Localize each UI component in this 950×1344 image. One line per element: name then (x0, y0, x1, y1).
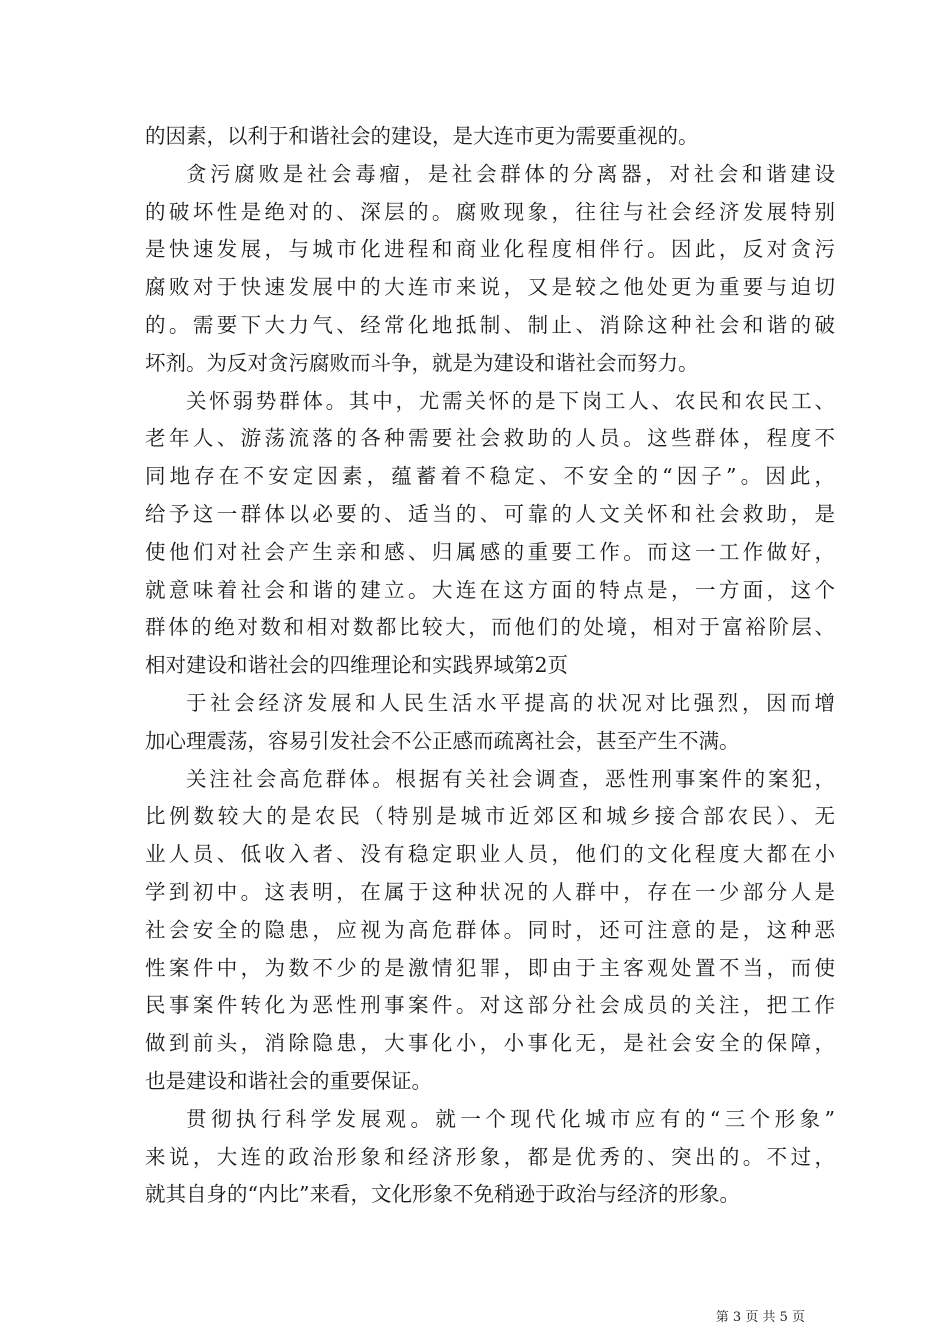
text-line: 的破坏性是绝对的、深层的。腐败现象，往往与社会经济发展特别 (145, 199, 835, 224)
paragraph-first-line: 于社会经济发展和人民生活水平提高的状况对比强烈，因而增 (186, 690, 835, 715)
paragraph-first-line: 贯彻执行科学发展观。就一个现代化城市应有的“三个形象” (186, 1106, 835, 1131)
text-line: 给予这一群体以必要的、适当的、可靠的人文关怀和社会救助，是 (145, 501, 835, 526)
text-line: 也是建设和谐社会的重要保证。 (145, 1068, 432, 1093)
text-line: 的。需要下大力气、经常化地抵制、制止、消除这种社会和谐的破 (145, 312, 835, 337)
text-line: 老年人、游荡流落的各种需要社会救助的人员。这些群体，程度不 (145, 426, 835, 451)
paragraph-first-line: 关注社会高危群体。根据有关社会调查，恶性刑事案件的案犯， (186, 766, 835, 791)
text-line: 同地存在不安定因素，蕴蓄着不稳定、不安全的“因子”。因此， (145, 464, 835, 489)
text-line: 就其自身的“内比”来看，文化形象不免稍逊于政治与经济的形象。 (145, 1182, 740, 1207)
text-line: 坏剂。为反对贪污腐败而斗争，就是为建设和谐社会而努力。 (145, 350, 699, 375)
text-line: 性案件中，为数不少的是激情犯罪，即由于主客观处置不当，而使 (145, 955, 835, 980)
text-line: 学到初中。这表明，在属于这种状况的人群中，存在一少部分人是 (145, 879, 835, 904)
text-line: 来说，大连的政治形象和经济形象，都是优秀的、突出的。不过， (145, 1144, 835, 1169)
text-line: 就意味着社会和谐的建立。大连在这方面的特点是，一方面，这个 (145, 577, 835, 602)
text-line: 做到前头，消除隐患，大事化小，小事化无，是社会安全的保障， (145, 1031, 835, 1056)
text-line: 使他们对社会产生亲和感、归属感的重要工作。而这一工作做好， (145, 539, 835, 564)
text-line: 群体的绝对数和相对数都比较大，而他们的处境，相对于富裕阶层、 (145, 615, 835, 640)
text-line: 是快速发展，与城市化进程和商业化程度相伴行。因此，反对贪污 (145, 237, 835, 262)
text-line: 加心理震荡，容易引发社会不公正感而疏离社会，甚至产生不满。 (145, 728, 740, 753)
page-number-footer: 第 3 页 共 5 页 (715, 1310, 805, 1325)
text-line: 社会安全的隐患，应视为高危群体。同时，还可注意的是，这种恶 (145, 917, 835, 942)
text-line: 业人员、低收入者、没有稳定职业人员，他们的文化程度大都在小 (145, 842, 835, 867)
text-line: 的因素，以利于和谐社会的建设，是大连市更为需要重视的。 (145, 124, 699, 148)
paragraph-first-line: 贪污腐败是社会毒瘤，是社会群体的分离器，对社会和谐建设 (186, 161, 835, 186)
body-text (145, 118, 835, 1214)
text-line: 民事案件转化为恶性刑事案件。对这部分社会成员的关注，把工作 (145, 993, 835, 1018)
paragraph-first-line: 关怀弱势群体。其中，尤需关怀的是下岗工人、农民和农民工、 (186, 388, 835, 413)
text-line: 比例数较大的是农民（特别是城市近郊区和城乡接合部农民）、无 (145, 804, 835, 829)
inline-page-marker: 相对建设和谐社会的四维理论和实践界域第2页 (145, 653, 569, 678)
text-line: 腐败对于快速发展中的大连市来说，又是较之他处更为重要与迫切 (145, 275, 835, 300)
